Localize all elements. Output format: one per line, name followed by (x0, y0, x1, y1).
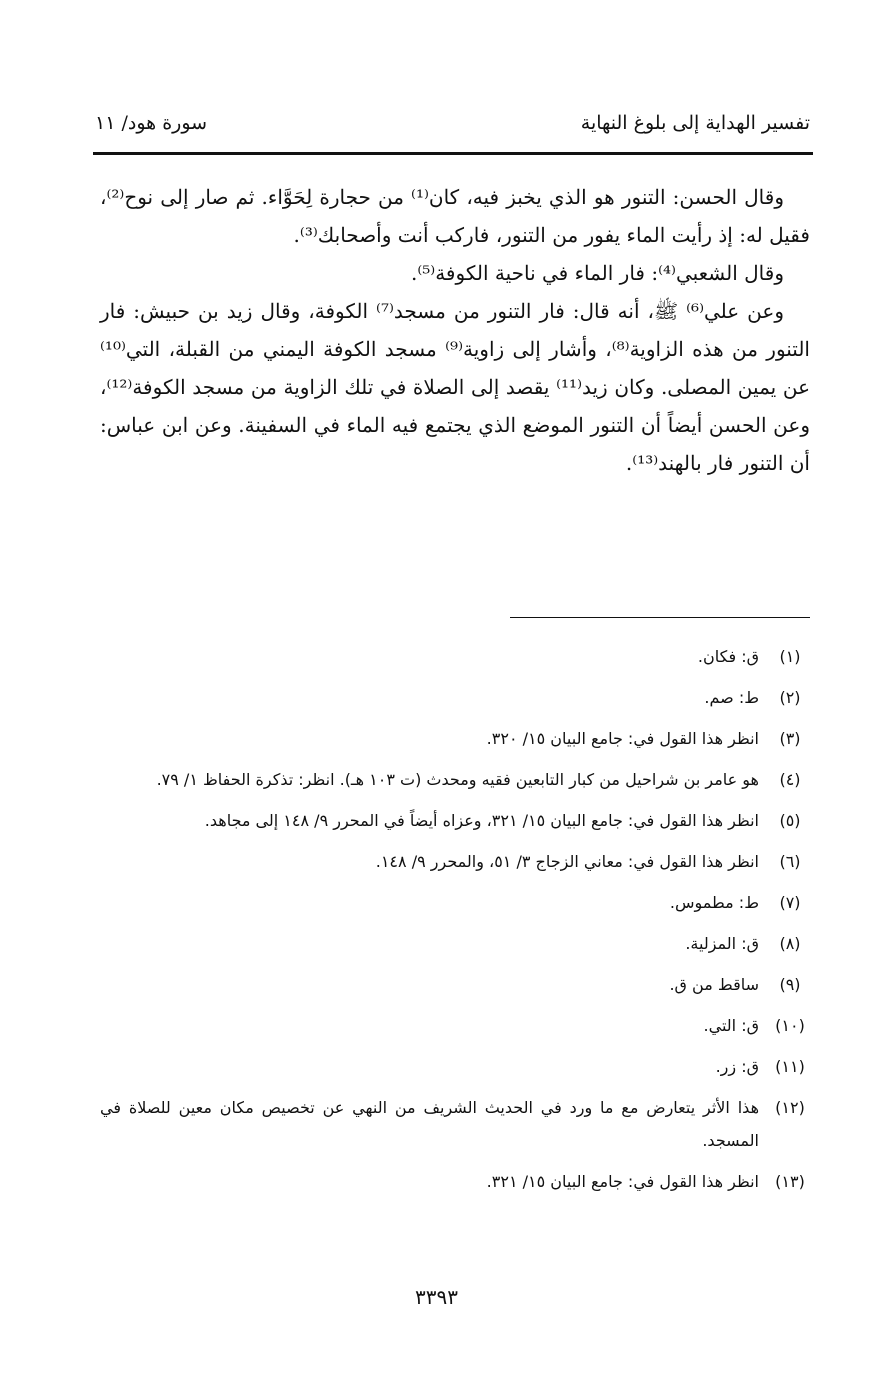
header-rule (93, 152, 813, 155)
footnote-number: (٣) (779, 729, 801, 748)
footnote-text: ط: صم. (704, 688, 759, 707)
footnote (100, 1091, 815, 1157)
footnote-number: (١٠) (775, 1016, 805, 1035)
footnote (100, 886, 815, 919)
main-text (100, 178, 810, 482)
footnote-number: (٥) (779, 811, 801, 830)
footnote-text: انظر هذا القول في: معاني الزجاج ٣/ ٥١، والمحرر ٩/ ١٤٨. (375, 852, 759, 871)
footnote-text: ساقط من ق. (669, 975, 759, 994)
footnote-number: (٦) (779, 852, 801, 871)
paragraph: وعن علي⁽⁶⁾ ﷺ، أنه قال: فار التنور من مسجد⁽⁷⁾ الكوفة، وقال زيد بن حبيش: فار التنور من هذه الزاوية⁽⁸⁾، وأشار إلى زاوية⁽⁹⁾ مسجد الكوفة اليمني من القبلة، التي⁽¹⁰⁾ عن يمين المصلى. وكان زيد⁽¹¹⁾ يقصد إلى الصلاة في تلك الزاوية من مسجد الكوفة⁽¹²⁾، وعن الحسن أيضاً أن التنور الموضع الذي يجتمع فيه الماء في السفينة. وعن ابن عباس: أن التنور فار بالهند⁽¹³⁾. (100, 299, 811, 475)
footnote-number: (١٣) (775, 1172, 805, 1191)
paragraph: وقال الشعبي⁽⁴⁾: فار الماء في ناحية الكوفة⁽⁵⁾. (410, 261, 784, 285)
surah-label: سورة هود/ ١١ (95, 112, 208, 134)
footnote (100, 722, 815, 755)
footnote-number: (٢) (779, 688, 801, 707)
footnote-separator (510, 617, 810, 618)
footnote-text: هو عامر بن شراحيل من كبار التابعين فقيه ومحدث (ت ١٠٣ هـ). انظر: تذكرة الحفاظ ١/ ٧٩. (156, 770, 759, 789)
footnote-text: انظر هذا القول في: جامع البيان ١٥/ ٣٢١، وعزاه أيضاً في المحرر ٩/ ١٤٨ إلى مجاهد. (204, 811, 759, 830)
footnote-text: ق: المزلية. (685, 934, 759, 953)
footnote-text: ق: التي. (703, 1016, 759, 1035)
footnote (100, 1050, 815, 1083)
page-number: ٣٣٩٣ (415, 1285, 458, 1309)
footnote-number: (١٢) (775, 1098, 805, 1117)
footnote (100, 804, 815, 837)
footnote-number: (٧) (779, 893, 801, 912)
footnote (100, 845, 815, 878)
footnote (100, 968, 815, 1001)
book-title: تفسير الهداية إلى بلوغ النهاية (580, 112, 810, 134)
footnotes (100, 640, 815, 1206)
footnote-number: (٩) (779, 975, 801, 994)
footnote-number: (١١) (775, 1057, 805, 1076)
footnote (100, 640, 815, 673)
footnote-text: ق: فكان. (697, 647, 759, 666)
running-header (95, 112, 810, 152)
footnote-text: ط: مطموس. (669, 893, 759, 912)
footnote-number: (١) (779, 647, 801, 666)
footnote-text: انظر هذا القول في: جامع البيان ١٥/ ٣٢٠. (486, 729, 759, 748)
footnote-number: (٨) (779, 934, 801, 953)
footnote (100, 763, 815, 796)
footnote (100, 1009, 815, 1042)
footnote-text: هذا الأثر يتعارض مع ما ورد في الحديث الشريف من النهي عن تخصيص مكان معين للصلاة في المسجد. (100, 1098, 759, 1150)
paragraph: وقال الحسن: التنور هو الذي يخبز فيه، كان⁽¹⁾ من حجارة لِحَوَّاء. ثم صار إلى نوح⁽²⁾، فقيل له: إذ رأيت الماء يفور من التنور، فاركب أنت وأصحابك⁽³⁾. (100, 185, 810, 247)
footnote (100, 681, 815, 714)
footnote (100, 1165, 815, 1198)
footnote-text: ق: زر. (715, 1057, 759, 1076)
footnote-text: انظر هذا القول في: جامع البيان ١٥/ ٣٢١. (486, 1172, 759, 1191)
footnote (100, 927, 815, 960)
footnote-number: (٤) (779, 770, 801, 789)
